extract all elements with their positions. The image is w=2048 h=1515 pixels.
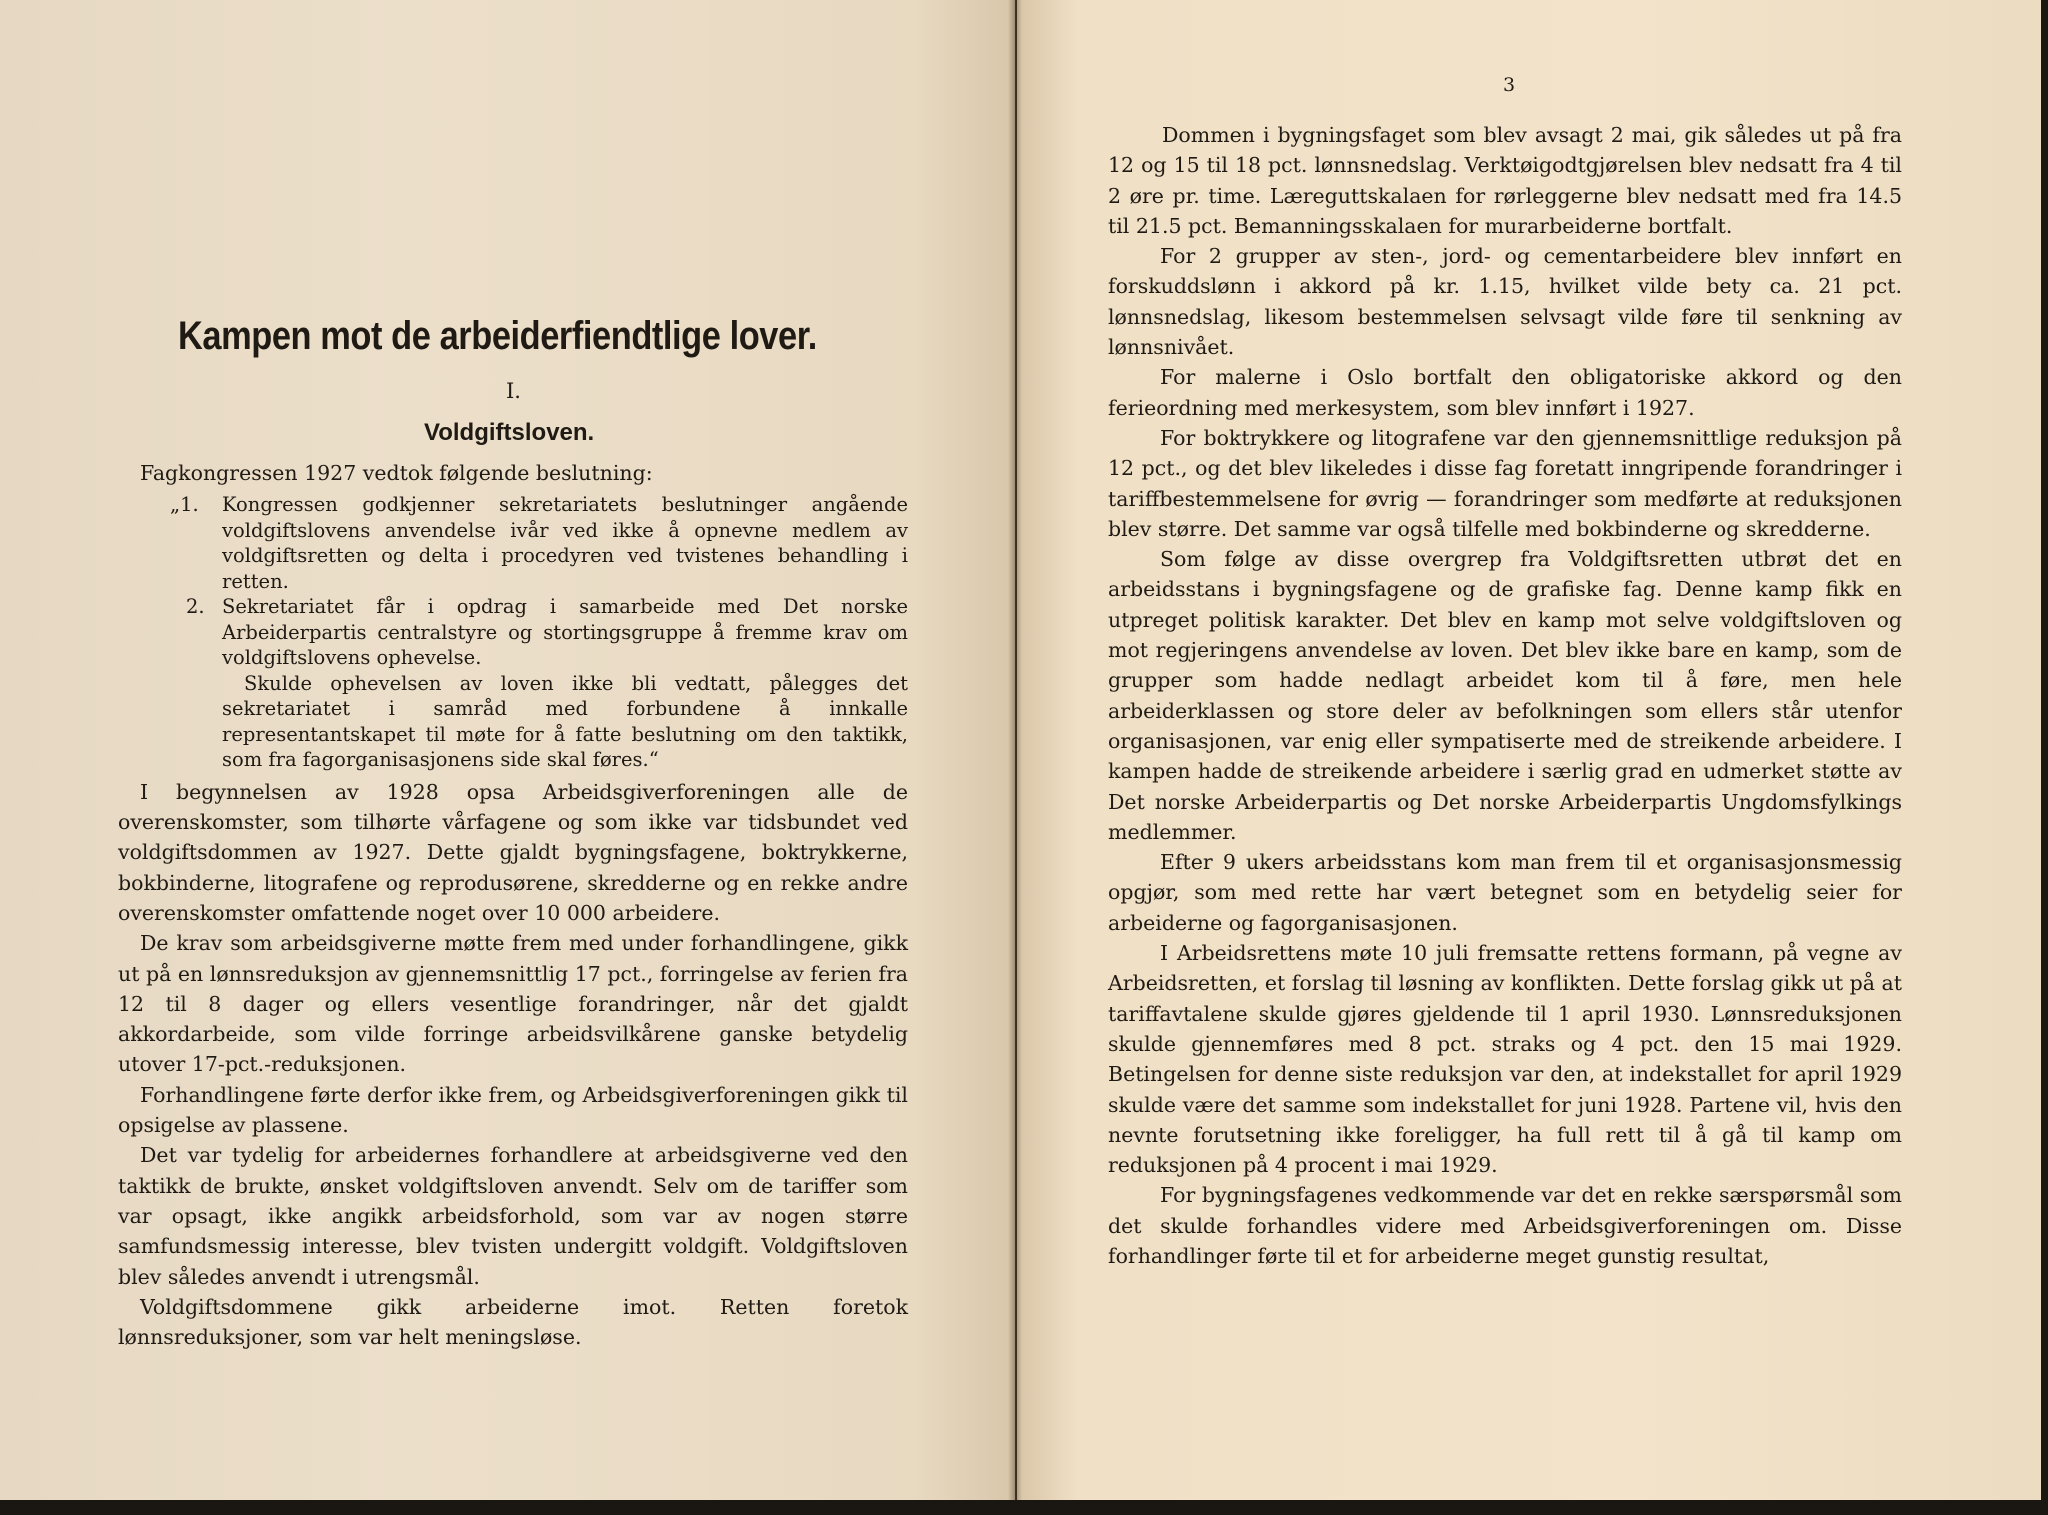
resolution-continuation: Skulde ophevelsen av loven ikke bli vedtatt, pålegges det sekretariatet i samråd med forbundene å innkalle representantskapet til møte for å fatte beslutning om den taktikk, som fra fagorganisasjonens side skal føres.“ (222, 671, 908, 772)
body-paragraph: Dommen i bygningsfaget som blev avsagt 2 mai, gik således ut på fra 12 og 15 til 18 pct. lønnsnedslag. Verktøigodtgjørelsen blev nedsatt fra 4 til 2 øre pr. time. Læreguttskalaen for rørleggerne blev nedsatt med fra 14.5 til 21.5 pct. Bemanningsskalaen for murarbeiderne bortfalt. (1108, 123, 1902, 238)
resolution-text: Kongressen godkjenner sekretariatets beslutninger angående voldgiftslovens anvendelse ivår ved ikke å opnevne medlem av voldgiftsretten og delta i procedyren ved tvistenes behandling i retten. (222, 493, 908, 593)
body-paragraph: I Arbeidsrettens møte 10 juli fremsatte rettens formann, på vegne av Arbeidsretten, et forslag til løsning av konflikten. Dette forslag gikk ut på at tariffavtalene skulde gjøres gjeldende til 1 april 1930. Lønnsreduksjonen skulde gjennemføres med 8 pct. straks og 4 pct. den 15 mai 1929. Betingelsen for denne siste reduksjon var den, at indekstallet for april 1929 skulde være det samme som indekstallet for juni 1928. Partene vil, hvis den nevnte forutsetning ikke foreligger, ha full rett til å gå til kamp om reduksjonen på 4 procent i mai 1929. (1108, 941, 1902, 1178)
resolution-number: 2. (186, 595, 205, 619)
left-body-text (118, 458, 908, 1352)
body-paragraph: I begynnelsen av 1928 opsa Arbeidsgiverforeningen alle de overenskomster, som tilhørte vårfagene og som ikke var tidsbundet ved voldgiftsdommen av 1927. Dette gjaldt bygningsfagene, boktrykkerne, bokbinderne, litografene og reprodusørene, skredderne og en rekke andre overenskomster omfattende noget over 10 000 arbeidere. (118, 779, 908, 925)
body-paragraph: De krav som arbeidsgiverne møtte frem med under forhandlingene, gikk ut på en lønnsreduksjon av gjennemsnittlig 17 pct., forringelse av ferien fra 12 til 8 dager og ellers vesentlige forandringer, når det gjaldt akkordarbeide, som vilde forringe arbeidsvilkårene ganske betydelig utover 17-pct.-reduksjonen. (118, 931, 908, 1077)
book-gutter (1008, 0, 1022, 1515)
resolution-item (118, 492, 908, 594)
scan-bottom-edge (0, 1500, 2048, 1515)
body-paragraph: For malerne i Oslo bortfalt den obligatoriske akkord og den ferieordning med merkesystem, som blev innført i 1927. (1108, 365, 1902, 420)
intro-paragraph: Fagkongressen 1927 vedtok følgende beslutning: (140, 461, 653, 485)
page-number: 3 (1503, 74, 1516, 96)
right-body-text (1108, 120, 1902, 1271)
resolution-number: „1. (170, 493, 199, 517)
body-paragraph: Voldgiftsdommene gikk arbeiderne imot. Retten foretok lønnsreduksjoner, som var helt meningsløse. (118, 1294, 908, 1350)
body-paragraph: Det var tydelig for arbeidernes forhandlere at arbeidsgiverne ved den taktikk de brukte, ønsket voldgiftsloven anvendt. Selv om de tariffer som var opsagt, ikke angikk arbeidsforhold, som var av nogen større samfundsmessig interesse, blev tvisten undergitt voldgift. Voldgiftsloven blev således anvendt i utrengsmål. (118, 1143, 908, 1289)
body-paragraph: Efter 9 ukers arbeidsstans kom man frem til et organisasjonsmessig opgjør, som med rette har vært betegnet som en betydelig seier for arbeiderne og fagorganisasjonen. (1108, 850, 1902, 935)
chapter-title: Kampen mot de arbeiderfiendtlige lover. (178, 314, 817, 358)
body-paragraph: For bygningsfagenes vedkommende var det en rekke særspørsmål som det skulde forhandles videre med Arbeidsgiverforeningen om. Disse forhandlinger førte til et for arbeiderne meget gunstig resultat, (1108, 1183, 1902, 1268)
body-paragraph: For 2 grupper av sten-, jord- og cementarbeidere blev innført en forskuddslønn i akkord på kr. 1.15, hvilket vilde bety ca. 21 pct. lønnsnedslag, likesom bestemmelsen selvsagt vilde føre til senkning av lønnsnivået. (1108, 244, 1902, 360)
left-page (0, 0, 1015, 1515)
resolution-item (118, 594, 908, 773)
body-paragraph: Forhandlingene førte derfor ikke frem, og Arbeidsgiverforeningen gikk til opsigelse av plassene. (118, 1082, 908, 1138)
body-paragraph: Som følge av disse overgrep fra Voldgiftsretten utbrøt det en arbeidsstans i bygningsfagene og de grafiske fag. Denne kamp fikk en utpreget politisk karakter. Det blev en kamp mot selve voldgiftsloven og mot regjeringens anvendelse av loven. Det blev ikke bare en kamp, som de grupper som hadde nedlagt arbeidet kom til å føre, men hele arbeiderklassen og store deler av befolkningen som ellers står utenfor organisasjonen, var enig eller sympatiserte med de streikende arbeidere. I kampen hadde de streikende arbeidere i særlig grad en udmerket støtte av Det norske Arbeiderpartis og Det norske Arbeiderpartis Ungdomsfylkings medlemmer. (1108, 547, 1902, 844)
right-page (1017, 0, 2041, 1515)
resolution-text: Sekretariatet får i opdrag i samarbeide med Det norske Arbeiderpartis centralstyre og stortingsgruppe å fremme krav om voldgiftslovens ophevelse. (222, 595, 908, 670)
section-title: Voldgiftsloven. (424, 419, 595, 446)
section-number: I. (506, 379, 521, 403)
scan-right-edge (2041, 0, 2048, 1515)
resolution-list (118, 492, 908, 773)
body-paragraph: For boktrykkere og litografene var den gjennemsnittlige reduksjon på 12 pct., og det blev likeledes i disse fag foretatt inngripende forandringer i tariffbestemmelsene for øvrig — forandringer som medførte at reduksjonen blev større. Det samme var også tilfelle med bokbinderne og skredderne. (1108, 425, 1902, 541)
